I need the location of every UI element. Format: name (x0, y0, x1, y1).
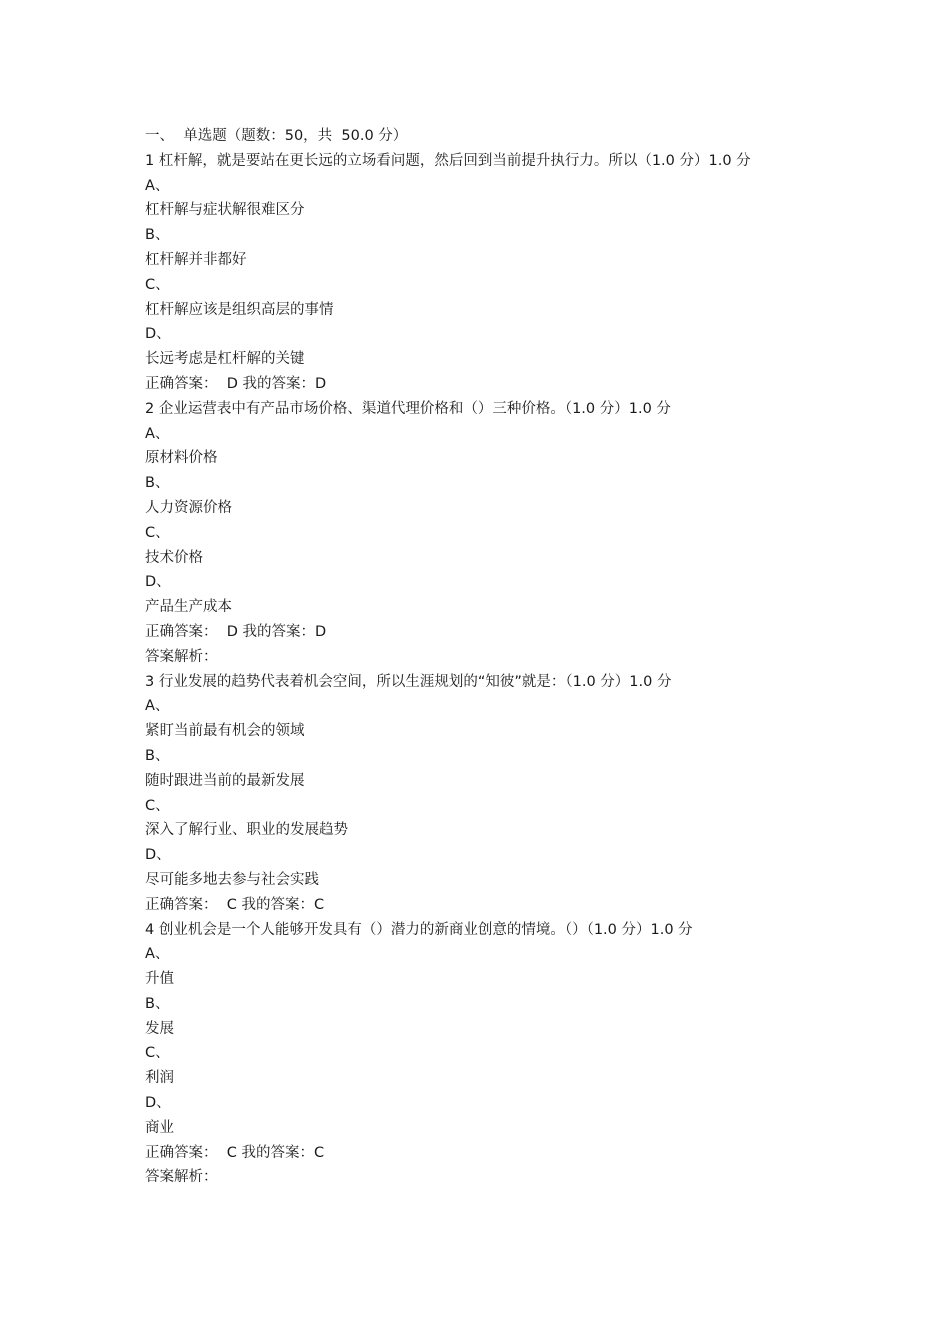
option-letter: A、 (145, 698, 170, 715)
option-letter: D、 (145, 847, 171, 864)
option-text: 利润 (145, 1070, 174, 1087)
answer-line: 正确答案： C 我的答案：C (145, 1144, 325, 1161)
option-letter: A、 (145, 425, 170, 442)
option-text: 随时跟进当前的最新发展 (145, 772, 305, 789)
question-4 (145, 918, 815, 1191)
question-stem: 1 杠杆解，就是要站在更长远的立场看问题，然后回到当前提升执行力。所以（1.0 分）1.0 分 (145, 152, 751, 169)
option-letter: C、 (145, 524, 170, 541)
option-text: 长远考虑是杠杆解的关键 (145, 351, 305, 368)
option-letter: B、 (145, 747, 170, 764)
question-stem: 3 行业发展的趋势代表着机会空间，所以生涯规划的“知彼”就是：（1.0 分）1.0 分 (145, 673, 672, 690)
option-letter: A、 (145, 177, 170, 194)
option-text: 人力资源价格 (145, 499, 232, 516)
quiz-content (145, 124, 815, 1190)
option-text: 技术价格 (145, 549, 203, 566)
question-stem: 2 企业运营表中有产品市场价格、渠道代理价格和（）三种价格。（1.0 分）1.0 分 (145, 400, 671, 417)
option-text: 深入了解行业、职业的发展趋势 (145, 822, 348, 839)
option-text: 杠杆解应该是组织高层的事情 (145, 301, 334, 318)
option-letter: C、 (145, 1045, 170, 1062)
question-stem: 4 创业机会是一个人能够开发具有（）潜力的新商业创意的情境。（）（1.0 分）1.0 分 (145, 921, 693, 938)
option-text: 杠杆解与症状解很难区分 (145, 202, 305, 219)
question-2 (145, 397, 815, 670)
section-title: 一、 单选题（题数：50，共 50.0 分） (145, 128, 408, 144)
analysis-line: 答案解析： (145, 648, 218, 665)
option-text: 升值 (145, 971, 174, 988)
option-text: 杠杆解并非都好 (145, 251, 247, 268)
option-letter: A、 (145, 946, 170, 963)
option-text: 尽可能多地去参与社会实践 (145, 871, 319, 888)
option-letter: D、 (145, 326, 171, 343)
option-text: 商业 (145, 1119, 174, 1136)
option-text: 紧盯当前最有机会的领域 (145, 723, 305, 740)
answer-line: 正确答案： D 我的答案：D (145, 623, 327, 640)
option-text: 原材料价格 (145, 450, 218, 467)
option-letter: B、 (145, 227, 170, 244)
option-letter: C、 (145, 797, 170, 814)
answer-line: 正确答案： D 我的答案：D (145, 375, 327, 392)
option-letter: B、 (145, 995, 170, 1012)
question-3 (145, 670, 815, 918)
option-letter: D、 (145, 574, 171, 591)
analysis-line: 答案解析： (145, 1169, 218, 1186)
option-text: 产品生产成本 (145, 599, 232, 616)
option-text: 发展 (145, 1020, 174, 1037)
question-1 (145, 149, 815, 397)
option-letter: D、 (145, 1095, 171, 1112)
answer-line: 正确答案： C 我的答案：C (145, 896, 325, 913)
option-letter: C、 (145, 276, 170, 293)
option-letter: B、 (145, 475, 170, 492)
